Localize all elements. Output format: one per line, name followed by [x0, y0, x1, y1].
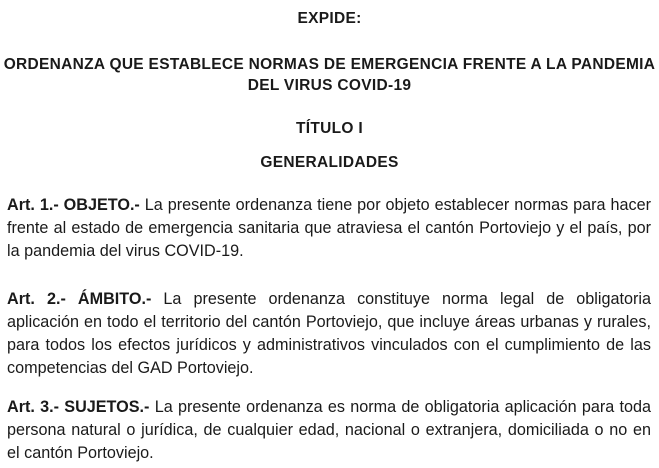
expide-heading: EXPIDE: [297, 10, 362, 27]
article-number: Art. 1.- [7, 196, 59, 214]
article-number: Art. 3.- [7, 398, 60, 416]
article-title: OBJETO.- [63, 196, 140, 214]
article-text: La presente ordenanza constituye norma legal de obligatoria aplicación en todo el territorio del cantón Portoviejo, que incluye áreas urbanas y rurales, para todos los efectos jurídicos y administrativos vinculados con el cumplimiento de las competencias del GAD Portoviejo. [7, 290, 651, 377]
article-title: ÁMBITO.- [77, 290, 152, 308]
article-text: La presente ordenanza tiene por objeto establecer normas para hacer frente al estado de emergencia sanitaria que atraviesa el cantón Portoviejo y el país, por la pandemia del virus COVID-19. [7, 196, 651, 260]
article-2 [7, 288, 651, 380]
article-title: SUJETOS.- [64, 398, 150, 416]
article-1 [7, 194, 651, 263]
section-subtitle: GENERALIDADES [260, 154, 399, 171]
section-title: TÍTULO I [296, 120, 363, 137]
article-3 [7, 396, 651, 465]
article-text: La presente ordenanza es norma de obligatoria aplicación para toda persona natural o jurídica, de cualquier edad, nacional o extranjera, domiciliada o no en el cantón Portoviejo. [7, 398, 651, 462]
ordinance-title: ORDENANZA QUE ESTABLECE NORMAS DE EMERGENCIA FRENTE A LA PANDEMIA DEL VIRUS COVID-19 [3, 56, 656, 94]
article-number: Art. 2.- [7, 290, 66, 308]
